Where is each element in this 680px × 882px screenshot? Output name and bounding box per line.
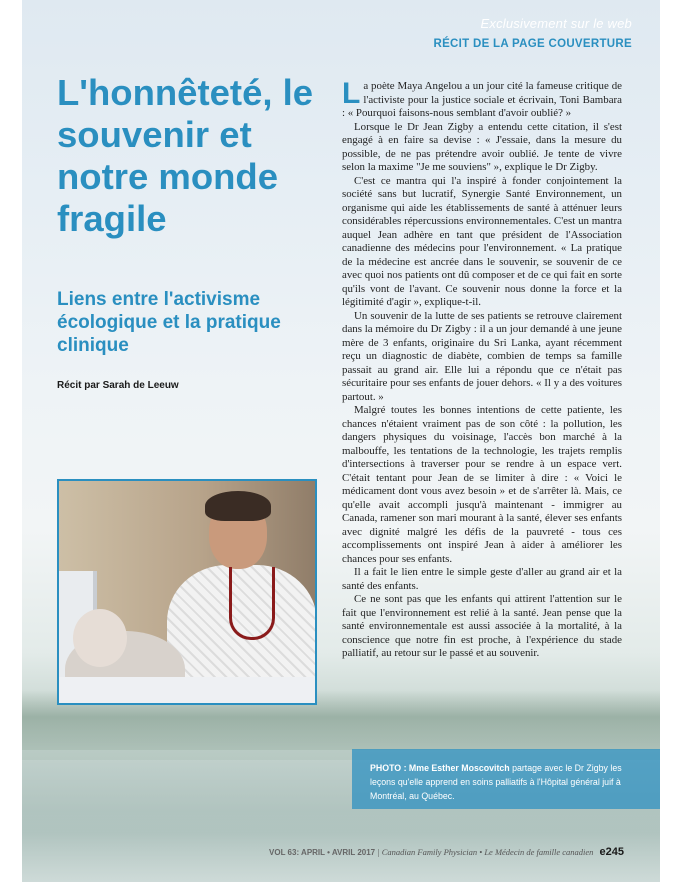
photo-stethoscope <box>229 567 275 640</box>
article-title: L'honnêteté, le souvenir et notre monde fragile <box>57 72 314 239</box>
drop-cap: L <box>342 77 361 110</box>
article-subtitle: Liens entre l'activisme écologique et la pratique clinique <box>57 289 281 356</box>
caption-text: partage avec le Dr Zigby les leçons qu'elle apprend en soins palliatifs à l'Hôpital général juif à Montréal, au Québec. <box>370 763 622 801</box>
paragraph-4: Un souvenir de la lutte de ses patients se retrouve clairement dans la mémoire du Dr Zigby : il a un jour demandé à une jeune mère de 3 enfants, originaire du Sri Lanka, ayant récemment reçu un diagnostic de diabète, combien de temps sa famille passait au grand air. Elle lui a répondu que ce n'était pas sécuritaire pour ses enfants de jouer dehors. « Il y a des voitures partout. » <box>342 309 622 403</box>
caption-lead: PHOTO : Mme Esther Moscovitch <box>370 763 510 773</box>
footer-journal: | Canadian Family Physician • Le Médecin de famille canadien <box>375 847 596 857</box>
left-margin-band <box>0 0 22 882</box>
photo-blanket <box>59 677 317 705</box>
paragraph-3: C'est ce mantra qui l'a inspiré à fonder conjointement la société sans but lucratif, Synergie Santé Environnement, un organisme qui aide les établissements de santé à atténuer leurs considérables répercussions environnementales. C'est un mantra auquel Jean adhère en tant que président de l'Association canadienne des médecins pour l'environnement. « La pratique de la médecine est ancrée dans le souvenir, se souvenir de ce avec quoi nos patients ont dû composer et de ce qui fait en sorte qu'ils vont de l'avant. Ce souvenir nous donne la force et la légitimité d'agir », explique-t-il. <box>342 174 622 308</box>
page-footer <box>269 846 624 858</box>
paragraph-1: La poète Maya Angelou a un jour cité la fameuse critique de l'activiste pour la justice sociale et écrivain, Toni Bambara : « Pourquoi faisons-nous semblant d'avoir oublié? » <box>342 77 622 119</box>
paragraph-2: Lorsque le Dr Jean Zigby a entendu cette citation, il s'est engagé à en faire sa devise : « J'essaie, dans la mesure du possible, de ne pas prétendre avoir oublié. Je tente de vivre selon la maxime "Je me souviens" », explique le Dr Zigby. <box>342 120 622 173</box>
paragraph-7: Ce ne sont pas que les enfants qui attirent l'attention sur le fait que l'environnement est relié à la santé. Jean pense que la santé environnementale est aussi associée à la mortalité, à la conscience que notre fin est proche, à l'expérience du stade palliatif, au retour sur le passé et au souvenir. <box>342 593 622 659</box>
section-label: RÉCIT DE LA PAGE COUVERTURE <box>433 38 632 50</box>
article-byline: Récit par Sarah de Leeuw <box>57 380 179 391</box>
web-exclusive-label: Exclusivement sur le web <box>480 16 632 31</box>
photo-doctor-hair <box>205 491 271 521</box>
paragraph-5: Malgré toutes les bonnes intentions de cette patiente, les chances n'étaient vraiment pas de son côté : la pollution, les dangers physiques du voisinage, l'accès bon marché à la malbouffe, les tentations de la technologie, les trajets remplis d'intersections à traverser pour se rendre à un espace vert. C'était tentant pour Jean de se limiter à dire : « Voici le médicament dont vous avez besoin » et de s'arrêter là. Mais, ce qu'elle avait accompli jusqu'à maintenant - immigrer au Canada, ramener son mari mourant à la santé, élever ses enfants avec dignité malgré les défis de la pauvreté - tous ces accomplissements ont inspiré Jean à aider à améliorer les chances pour ses enfants. <box>342 404 622 565</box>
footer-volume: VOL 63: APRIL • AVRIL 2017 <box>269 848 376 857</box>
paragraph-6: Il a fait le lien entre le simple geste d'aller au grand air et la santé des enfants. <box>342 566 622 592</box>
article-body <box>342 77 622 661</box>
right-margin-band <box>660 0 680 882</box>
cover-photo <box>57 479 317 705</box>
photo-patient-head <box>73 609 127 667</box>
photo-caption <box>352 749 660 809</box>
page-number: e245 <box>599 846 624 858</box>
